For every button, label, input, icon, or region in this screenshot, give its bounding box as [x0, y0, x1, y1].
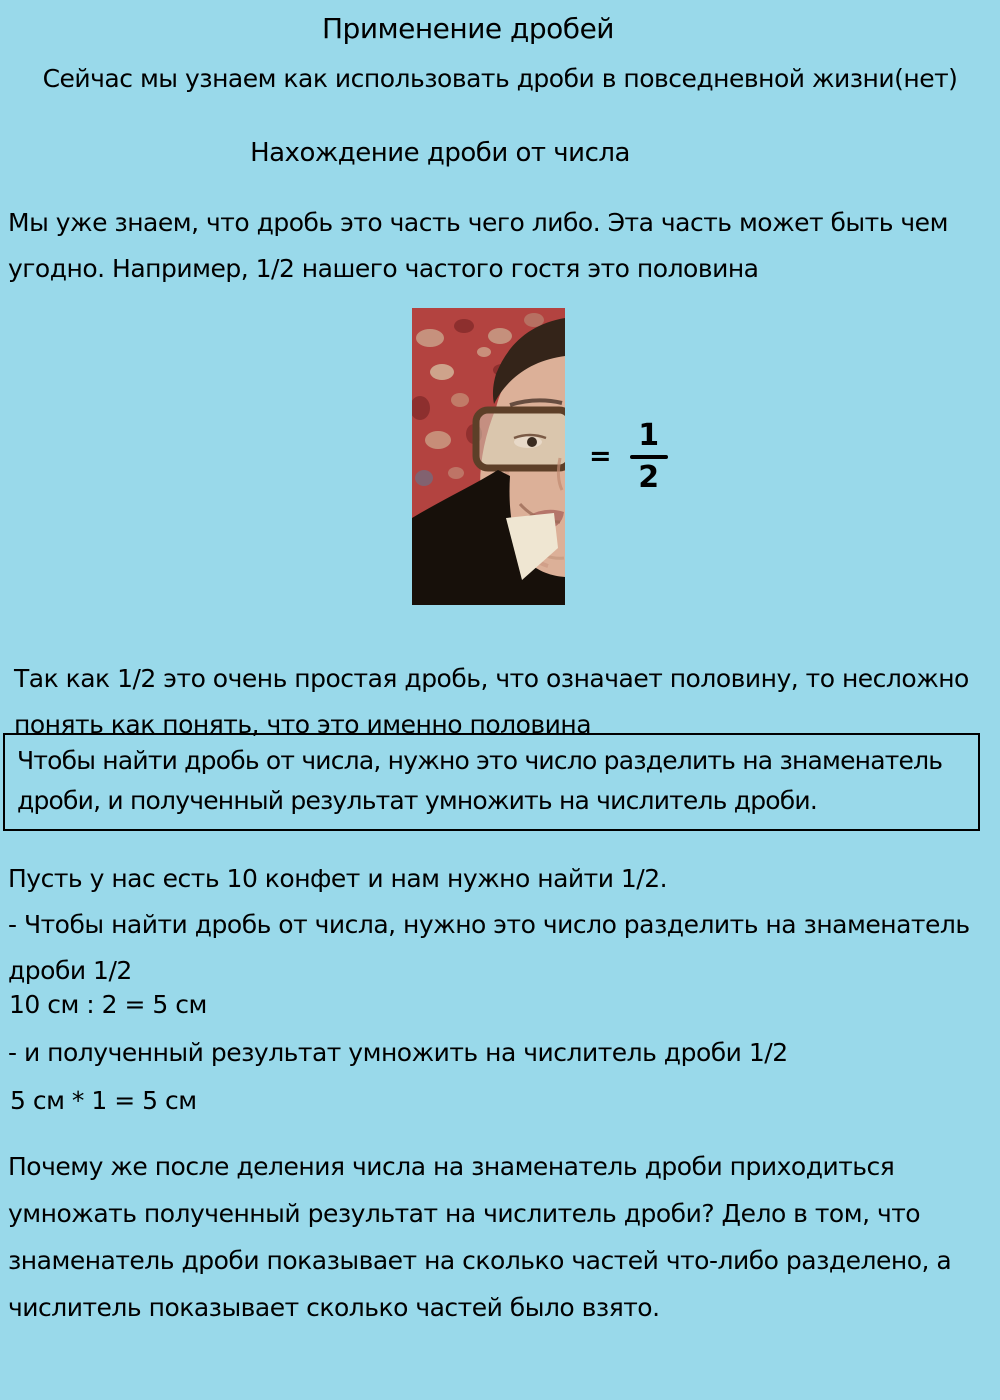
page-subtitle: Сейчас мы узнаем как использовать дроби в повседневной жизни(нет): [42, 64, 958, 93]
page-title: Применение дробей: [322, 12, 614, 45]
text-line: дроби 1/2: [8, 956, 132, 985]
fraction-one-half: [630, 417, 668, 495]
text-line: - Чтобы найти дробь от числа, нужно это число разделить на знаменатель: [8, 910, 970, 939]
half-face-photo: [412, 308, 565, 605]
text-line: Пусть у нас есть 10 конфет и нам нужно найти 1/2.: [8, 864, 668, 893]
conclusion-paragraph: [8, 1143, 951, 1331]
text-line: Чтобы найти дробь от числа, нужно это число разделить на знаменатель: [17, 746, 943, 775]
text-line: умножать полученный результат на числитель дроби? Дело в том, что: [8, 1199, 921, 1228]
text-line: угодно. Например, 1/2 нашего частого гостя это половина: [8, 254, 759, 283]
text-line: знаменатель дроби показывает на сколько частей что-либо разделено, а: [8, 1246, 952, 1275]
fraction-figure: [412, 308, 668, 605]
rule-box: [3, 733, 980, 831]
text-line: числитель показывает сколько частей было взято.: [8, 1293, 660, 1322]
text-line: понять как понять, что это именно половина: [14, 710, 592, 739]
fraction-numerator: 1: [638, 417, 660, 453]
text-line: Так как 1/2 это очень простая дробь, что означает половину, то несложно: [14, 664, 969, 693]
intro-paragraph: [8, 200, 948, 292]
fraction-bar: [630, 455, 668, 459]
multiplication-equation: 5 см * 1 = 5 см: [10, 1086, 197, 1115]
equals-sign: =: [589, 441, 612, 472]
text-line: Мы уже знаем, что дробь это часть чего либо. Эта часть может быть чем: [8, 208, 948, 237]
division-equation: 10 см : 2 = 5 см: [9, 990, 207, 1019]
fraction-denominator: 2: [638, 459, 660, 495]
text-line: Почему же после деления числа на знаменатель дроби приходиться: [8, 1152, 895, 1181]
multiply-step-text: - и полученный результат умножить на числитель дроби 1/2: [8, 1038, 788, 1067]
section-heading: Нахождение дроби от числа: [250, 138, 630, 168]
text-line: дроби, и полученный результат умножить на числитель дроби.: [17, 786, 818, 815]
example-paragraph: [8, 856, 970, 994]
